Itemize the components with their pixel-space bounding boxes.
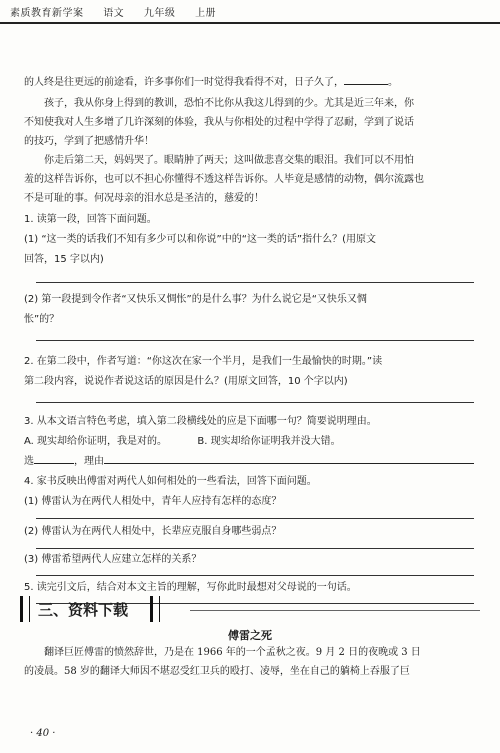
passage-line1-end: 。 (388, 77, 398, 88)
page-number: · 40 · (30, 728, 56, 739)
left-bar-decoration (20, 596, 30, 622)
passage-para3-l2: 羞的这样告诉你，也可以不担心你懂得不透这样告诉你。人毕竟是感情的动物，偶尔流露也 (24, 174, 424, 185)
article-title: 傅雷之死 (228, 629, 272, 642)
subject: 语文 (103, 8, 125, 19)
choice-blank[interactable] (34, 453, 74, 464)
fill-blank[interactable] (344, 74, 388, 85)
passage-para2-l2: 不知使我对人生多增了几许深刻的体验，我从与你相处的过程中学得了忍耐，学到了说话 (24, 117, 414, 128)
question-4: 4. 家书反映出傅雷对两代人如何相处的一些看法，回答下面问题。 (24, 476, 317, 487)
passage-para3-l3: 不是可耻的事。何况母亲的泪水总是圣洁的，慈爱的！ (24, 193, 264, 204)
option-b[interactable]: B. 现实却给你证明我并没大错。 (197, 436, 341, 447)
option-a[interactable]: A. 现实却给你证明，我是对的。 (24, 436, 168, 447)
question-1: 1. 读第一段，回答下面问题。 (24, 214, 157, 225)
answer-line[interactable] (36, 518, 474, 519)
passage-para3-l1: 你走后第二天，妈妈哭了。眼睛肿了两天；这叫做悲喜交集的眼泪。我们可以不用怕 (44, 155, 414, 166)
question-1-2b: 怅”的？ (24, 314, 60, 325)
answer-line[interactable] (36, 340, 474, 341)
question-3: 3. 从本文语言特色考虑，填入第二段横线处的应是下面哪一句？简要说明理由。 (24, 416, 377, 427)
running-header (0, 0, 500, 24)
question-4-1: (1) 傅雷认为在两代人相处中，青年人应持有怎样的态度？ (24, 496, 282, 507)
right-bar-decoration (150, 596, 160, 622)
question-2a: 2. 在第二段中，作者写道：“你这次在家一个半月，是我们一生最愉快的时期。”读 (24, 356, 383, 367)
section-rule (190, 610, 480, 611)
passage-para2-l1: 孩子，我从你身上得到的教训，恐怕不比你从我这儿得到的少。尤其是近三年来，你 (44, 98, 414, 109)
question-1-1a: (1) “这一类的话我们不知有多少可以和你说”中的“这一类的话”指什么？(用原文 (24, 234, 376, 245)
answer-line[interactable] (36, 402, 474, 403)
question-1-1b: 回答，15 字以内) (24, 254, 104, 265)
book-title: 素质教育新学案 (10, 8, 84, 19)
question-4-2: (2) 傅雷认为在两代人相处中，长辈应克服自身哪些弱点？ (24, 526, 282, 537)
question-3-options (24, 432, 484, 451)
grade: 九年级 (143, 8, 176, 19)
passage-para2-l3: 的技巧，学到了把感情升华！ (24, 136, 154, 147)
choose-label: 选 (24, 456, 34, 467)
passage-line1 (24, 73, 484, 92)
section-heading (20, 596, 200, 622)
question-5: 5. 读完引文后，结合对本文主旨的理解，写你此时最想对父母说的一句话。 (24, 582, 357, 593)
passage-line1-text: 的人终是往更远的前途看，许多事你们一时觉得我看得不对，日子久了， (24, 77, 344, 88)
reason-blank[interactable] (104, 453, 474, 464)
answer-line[interactable] (36, 282, 474, 283)
question-3-answer (24, 452, 484, 471)
reason-label: ，理由 (74, 456, 104, 467)
header-text (10, 4, 232, 19)
volume: 上册 (195, 8, 217, 19)
section-title: 三、资料下载 (38, 601, 129, 619)
answer-line[interactable] (36, 548, 474, 549)
question-2b: 第二段内容，说说作者说这话的原因是什么？(用原文回答，10 个字以内) (24, 376, 348, 387)
question-1-2a: (2) 第一段提到令作者“又快乐又惆怅”的是什么事？为什么说它是“又快乐又惆 (24, 294, 367, 305)
article-line2: 的凌晨。58 岁的翻译大师因不堪忍受红卫兵的殴打、凌辱，坐在自己的躺椅上吞服了巨 (24, 666, 410, 677)
answer-line[interactable] (36, 575, 474, 576)
article-line1: 翻译巨匠傅雷的愤然辞世，乃是在 1966 年的一个孟秋之夜。9 月 2 日的夜晚或 3 日 (44, 647, 421, 658)
question-4-3: (3) 傅雷希望两代人应建立怎样的关系？ (24, 554, 202, 565)
